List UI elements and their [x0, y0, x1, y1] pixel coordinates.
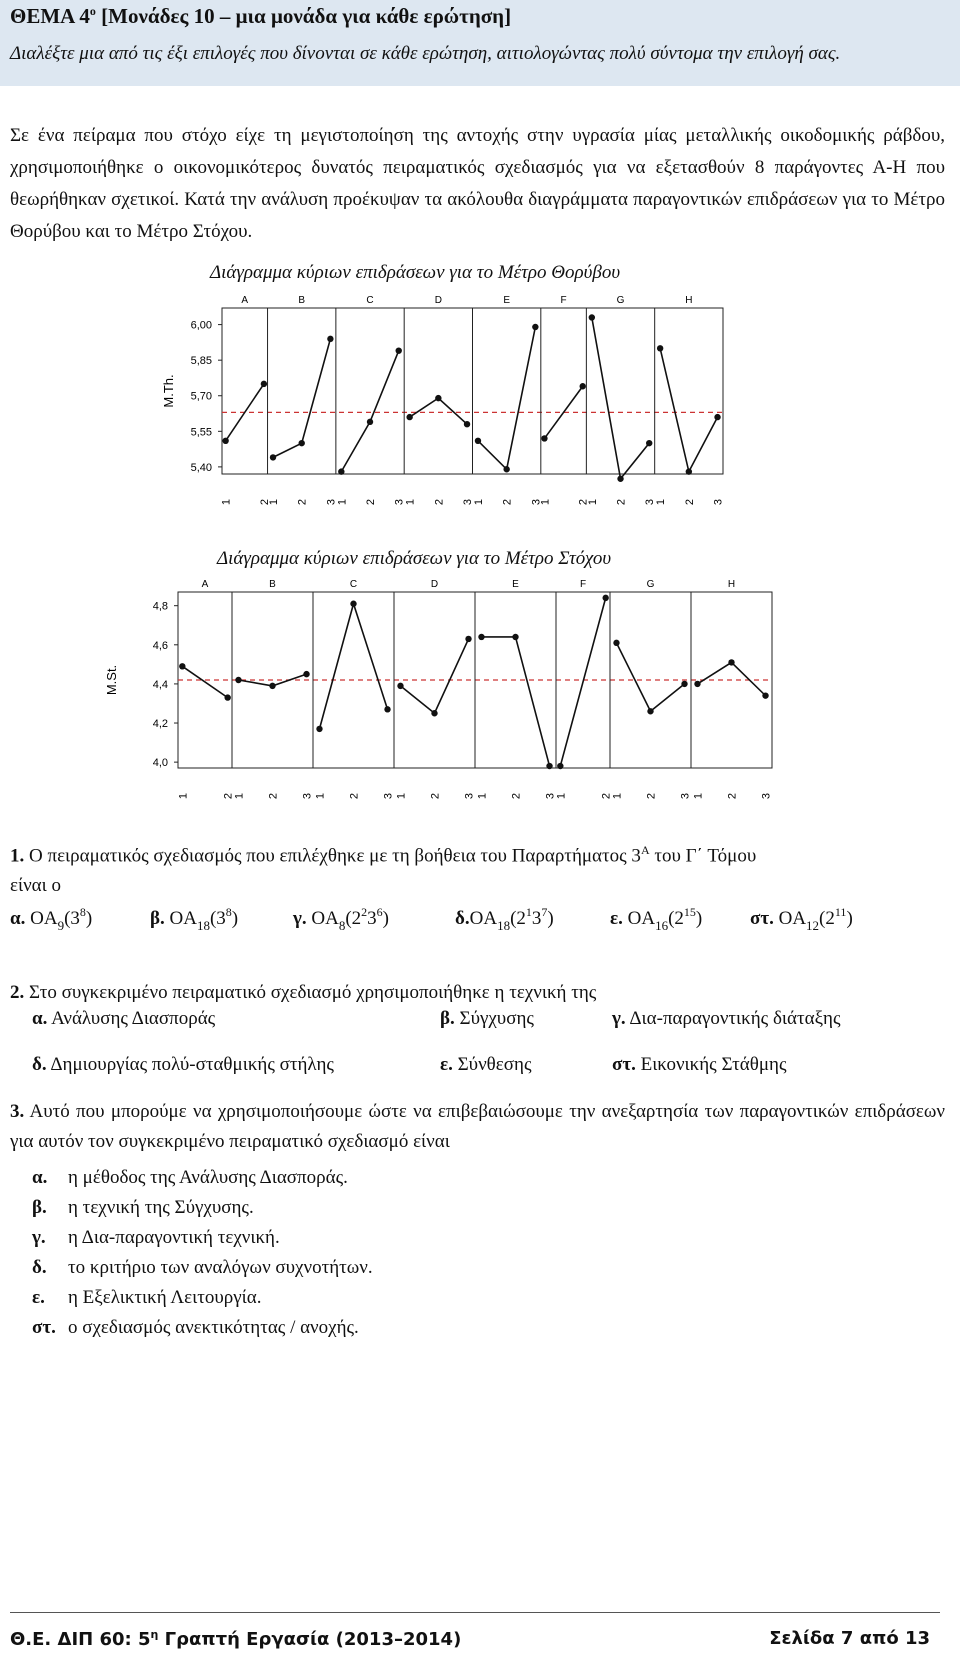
series-line — [410, 398, 467, 424]
factor-label: B — [298, 295, 306, 306]
question-2: 2. Στο συγκεκριμένο πειραματικό σχεδιασμό χρησιμοποιήθηκε η τεχνική της — [10, 982, 597, 1003]
level-tick-label: 1 — [611, 792, 624, 800]
data-point — [686, 468, 692, 474]
level-tick-label: 1 — [220, 498, 233, 506]
level-tick-label: 1 — [476, 792, 489, 800]
data-point — [617, 476, 623, 482]
factor-label: F — [560, 295, 567, 306]
y-tick-label: 5,40 — [190, 461, 212, 474]
factor-label: D — [430, 579, 439, 590]
intro-paragraph: Σε ένα πείραμα που στόχο είχε τη μεγιστοποίηση της αντοχής στην υγρασία μίας μεταλλικής οικοδομικής ράβδου, χρησιμοποιήθηκε ο οικονομικότερος δυνατός πειραματικός σχεδιασμός για να εξετασθούν 8 παράγοντες Α-Η που θεωρήθηκαν σχετικοί. Κατά την ανάλυση προέκυψαν τα ακόλουθα διαγράμματα παραγοντικών επιδράσεων για το Μέτρο Θορύβου και το Μέτρο Στόχου. — [10, 125, 945, 242]
level-tick-label: 3 — [530, 498, 543, 506]
level-tick-label: 2 — [258, 498, 271, 506]
level-tick-label: 2 — [645, 792, 658, 800]
level-tick-label: 2 — [433, 498, 446, 506]
data-point — [270, 454, 276, 460]
data-point — [475, 438, 481, 444]
factor-label: G — [646, 579, 655, 590]
q3-option-d[interactable]: δ. το κριτήριο των αναλόγων συχνοτήτων. — [32, 1257, 373, 1278]
data-point — [316, 726, 322, 732]
q2-option-st[interactable]: στ. Εικονικής Στάθμης — [612, 1054, 787, 1075]
level-tick-label: 1 — [555, 792, 568, 800]
data-point — [464, 421, 470, 427]
q3-option-c[interactable]: γ. η Δια-παραγοντική τεχνική. — [32, 1227, 280, 1248]
data-point — [557, 763, 563, 769]
level-tick-label: 2 — [726, 792, 739, 800]
data-point — [384, 706, 390, 712]
data-point — [647, 708, 653, 714]
level-tick-label: 3 — [644, 498, 657, 506]
q1-option-e[interactable]: ε. $OA_{16}(2^{15})$ — [610, 905, 703, 933]
level-tick-label: 1 — [539, 498, 552, 506]
q1-option-a[interactable]: α. $OA_9(3^8)$ — [10, 905, 93, 933]
level-tick-label: 1 — [692, 792, 705, 800]
data-point — [299, 440, 305, 446]
level-tick-label: 2 — [510, 792, 523, 800]
q1-option-b[interactable]: β. $OA_{18}(3^8)$ — [150, 905, 239, 933]
data-point — [762, 692, 768, 698]
level-tick-label: 3 — [463, 792, 476, 800]
q3-option-b[interactable]: β. η τεχνική της Σύγχυσης. — [32, 1197, 254, 1218]
level-tick-label: 2 — [501, 498, 514, 506]
factor-label: C — [349, 579, 358, 590]
level-tick-label: 3 — [325, 498, 338, 506]
series-line — [319, 604, 387, 729]
data-point — [657, 345, 663, 351]
factor-label: B — [269, 579, 276, 590]
series-line — [697, 662, 765, 695]
chart-target-title: Διάγραμμα κύριων επιδράσεων για το Μέτρο Στόχου — [217, 548, 612, 569]
level-tick-label: 1 — [655, 498, 668, 506]
data-point — [694, 681, 700, 687]
q1-option-d[interactable]: $\delta.OA_{18}(2^13^7)$ — [455, 905, 554, 933]
level-tick-label: 1 — [177, 792, 190, 800]
level-tick-label: 3 — [393, 498, 406, 506]
factor-label: E — [512, 579, 519, 590]
series-line — [481, 637, 549, 766]
level-tick-label: 2 — [296, 498, 309, 506]
data-point — [397, 683, 403, 689]
chart-target-main-effects — [0, 578, 960, 808]
footer-course: Θ.Ε. ΔΙΠ 60: $5^\eta$ Γραπτή Εργασία (2013–2014) — [10, 1628, 462, 1650]
level-tick-label: 2 — [222, 792, 235, 800]
data-point — [406, 414, 412, 420]
factor-label: H — [727, 579, 736, 590]
y-tick-label: 4,4 — [152, 678, 168, 691]
factor-label: D — [434, 295, 442, 306]
q1-option-c[interactable]: γ. $OA_8(2^23^6)$ — [293, 905, 389, 933]
q2-option-e[interactable]: ε. Σύνθεσης — [440, 1054, 532, 1075]
level-tick-label: 3 — [760, 792, 773, 800]
y-tick-label: 4,2 — [152, 718, 168, 731]
y-tick-label: 5,85 — [190, 355, 212, 368]
level-tick-label: 2 — [577, 498, 590, 506]
question-3: 3. Αυτό που μπορούμε να χρησιμοποιήσουμε ώστε να επιβεβαιώσουμε την ανεξαρτησία των παραγοντικών επιδράσεων για αυτόν τον συγκεκριμένο πειραματικό σχεδιασμό είναι — [10, 1101, 946, 1152]
chart-noise-main-effects — [0, 295, 960, 525]
y-tick-label: 5,55 — [190, 426, 212, 439]
level-tick-label: 1 — [268, 498, 281, 506]
factor-label: F — [579, 579, 587, 590]
factor-label: H — [685, 295, 693, 306]
level-tick-label: 3 — [462, 498, 475, 506]
series-line — [616, 643, 684, 711]
data-point — [714, 414, 720, 420]
data-point — [338, 468, 344, 474]
level-tick-label: 2 — [348, 792, 361, 800]
level-tick-label: 1 — [336, 498, 349, 506]
level-tick-label: 2 — [600, 792, 613, 800]
level-tick-label: 1 — [404, 498, 417, 506]
series-line — [341, 351, 398, 472]
level-tick-label: 1 — [233, 792, 246, 800]
series-line — [560, 598, 605, 766]
level-tick-label: 2 — [365, 498, 378, 506]
data-point — [532, 324, 538, 330]
data-point — [602, 595, 608, 601]
data-point — [350, 601, 356, 607]
factor-label: C — [366, 295, 374, 306]
q3-option-a[interactable]: α. η μέθοδος της Ανάλυσης Διασποράς. — [32, 1167, 348, 1188]
data-point — [728, 659, 734, 665]
level-tick-label: 2 — [683, 498, 696, 506]
data-point — [261, 381, 267, 387]
level-tick-label: 3 — [712, 498, 725, 506]
data-point — [465, 636, 471, 642]
level-tick-label: 2 — [615, 498, 628, 506]
data-point — [269, 683, 275, 689]
level-tick-label: 3 — [679, 792, 692, 800]
y-tick-label: 4,0 — [152, 757, 168, 770]
series-line — [273, 339, 330, 458]
data-point — [396, 347, 402, 353]
data-point — [179, 663, 185, 669]
level-tick-label: 2 — [267, 792, 280, 800]
data-point — [541, 435, 547, 441]
data-point — [367, 419, 373, 425]
level-tick-label: 2 — [429, 792, 442, 800]
data-point — [435, 395, 441, 401]
y-tick-label: 4,8 — [152, 600, 168, 613]
data-point — [478, 634, 484, 640]
q1-option-st[interactable]: στ. $OA_{12}(2^{11})$ — [750, 905, 853, 933]
data-point — [222, 438, 228, 444]
q2-option-b[interactable]: β. Σύγχυσης — [440, 1008, 534, 1029]
level-tick-label: 3 — [382, 792, 395, 800]
q2-option-c[interactable]: γ. Δια-παραγοντικής διάταξης — [612, 1008, 841, 1029]
data-point — [327, 336, 333, 342]
level-tick-label: 1 — [586, 498, 599, 506]
level-tick-label: 3 — [544, 792, 557, 800]
data-point — [431, 710, 437, 716]
y-axis-label: M.St. — [104, 664, 119, 696]
q2-option-a[interactable]: α. Ανάλυσης Διασποράς — [32, 1008, 216, 1029]
y-tick-label: 5,70 — [190, 390, 212, 403]
section-title: ΘΕΜΑ $4^o$ [Μονάδες 10 – μια μονάδα για κάθε ερώτηση] — [10, 4, 512, 28]
level-tick-label: 1 — [314, 792, 327, 800]
series-line — [182, 666, 227, 697]
data-point — [613, 640, 619, 646]
footer-divider — [10, 1612, 940, 1613]
q3-option-e[interactable]: ε. η Εξελικτική Λειτουργία. — [32, 1287, 262, 1308]
level-tick-label: 1 — [395, 792, 408, 800]
chart-noise-title: Διάγραμμα κύριων επιδράσεων για το Μέτρο Θορύβου — [210, 262, 621, 283]
factor-label: G — [616, 295, 625, 306]
question-1: 1. Ο πειραματικός σχεδιασμός που επιλέχθηκε με τη βοήθεια του Παραρτήματος $3^A$ του Γ΄ Τόμου είναι ο — [10, 843, 757, 897]
y-tick-label: 6,00 — [190, 319, 212, 332]
level-tick-label: 1 — [472, 498, 485, 506]
data-point — [503, 466, 509, 472]
series-line — [478, 327, 535, 469]
factor-label: A — [241, 295, 249, 306]
data-point — [580, 383, 586, 389]
data-point — [589, 314, 595, 320]
factor-label: A — [201, 579, 209, 590]
data-point — [235, 677, 241, 683]
q2-option-d[interactable]: δ. Δημιουργίας πολύ-σταθμικής στήλης — [32, 1054, 334, 1075]
data-point — [546, 763, 552, 769]
q3-option-st[interactable]: στ. ο σχεδιασμός ανεκτικότητας / ανοχής. — [32, 1317, 359, 1338]
data-point — [224, 694, 230, 700]
data-point — [303, 671, 309, 677]
series-line — [400, 639, 468, 713]
data-point — [512, 634, 518, 640]
data-point — [681, 681, 687, 687]
level-tick-label: 3 — [301, 792, 314, 800]
data-point — [646, 440, 652, 446]
instructions: Διαλέξτε μια από τις έξι επιλογές που δίνονται σε κάθε ερώτηση, αιτιολογώντας πολύ σύντομα την επιλογή σας. — [10, 43, 841, 64]
y-tick-label: 4,6 — [152, 639, 168, 652]
footer-page-number: Σελίδα 7 από 13 — [769, 1628, 930, 1649]
series-line — [660, 348, 717, 471]
y-axis-label: M.Th. — [161, 374, 176, 408]
factor-label: E — [503, 295, 510, 306]
series-line — [592, 317, 649, 478]
